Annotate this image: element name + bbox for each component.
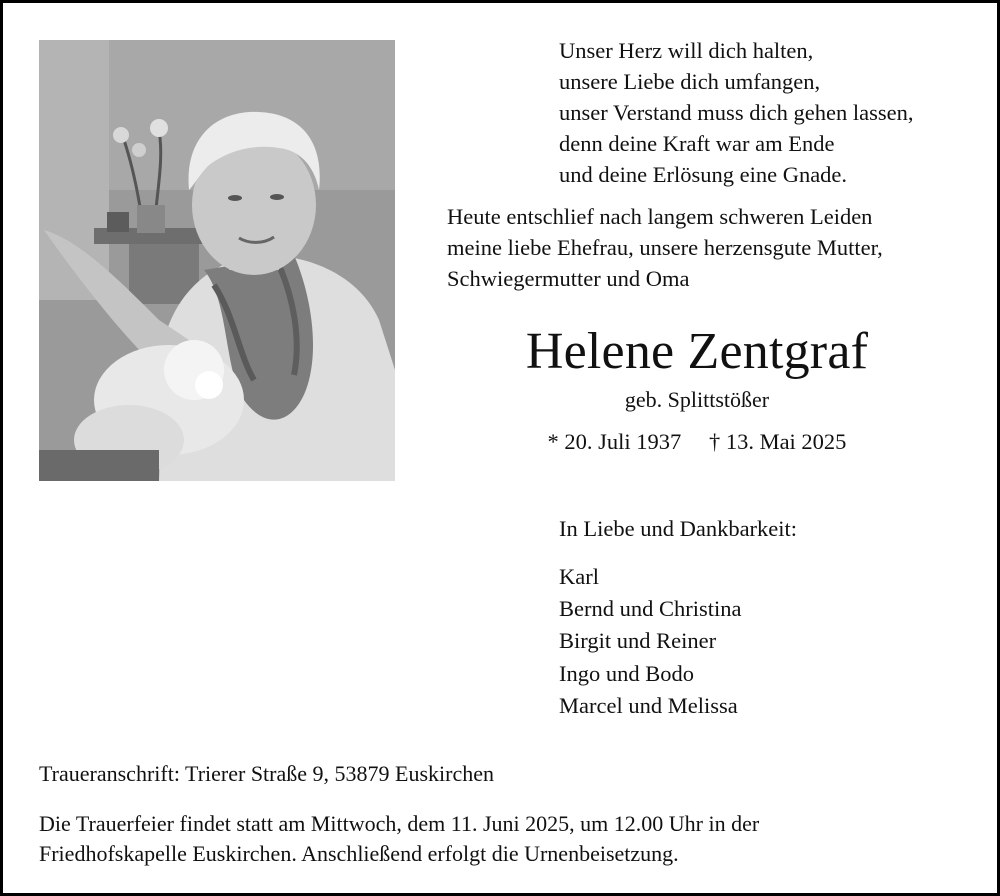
mourner: Marcel und Melissa xyxy=(559,692,738,718)
funeral-service-info xyxy=(39,809,759,869)
poem xyxy=(559,35,914,190)
birth-date: * 20. Juli 1937 xyxy=(547,429,682,454)
poem-line: Unser Herz will dich halten, xyxy=(559,38,814,63)
poem-line: denn deine Kraft war am Ende xyxy=(559,131,835,156)
poem-line: unser Verstand muss dich gehen lassen, xyxy=(559,100,914,125)
announcement-text xyxy=(447,201,883,294)
announcement-line: Schwiegermutter und Oma xyxy=(447,266,690,291)
death-date: † 13. Mai 2025 xyxy=(708,429,847,454)
maiden-name: geb. Splittstößer xyxy=(624,387,770,412)
life-dates xyxy=(447,427,947,457)
announcement-line: Heute entschlief nach langem schweren Leiden xyxy=(447,204,873,229)
mourning-address: Traueranschrift: Trierer Straße 9, 53879 Euskirchen xyxy=(39,761,494,786)
poem-line: und deine Erlösung eine Gnade. xyxy=(559,162,848,187)
service-line: Friedhofskapelle Euskirchen. Anschließend erfolgt die Urnenbeisetzung. xyxy=(39,841,679,866)
thanks-line: In Liebe und Dankbarkeit: xyxy=(559,516,798,541)
announcement-line: meine liebe Ehefrau, unsere herzensgute Mutter, xyxy=(447,235,883,260)
mourner: Birgit und Reiner xyxy=(559,628,717,654)
service-line: Die Trauerfeier findet statt am Mittwoch, dem 11. Juni 2025, um 12.00 Uhr in der xyxy=(39,811,760,836)
mourner: Bernd und Christina xyxy=(559,596,742,622)
mourner: Ingo und Bodo xyxy=(559,660,694,686)
deceased-name: Helene Zentgraf xyxy=(525,323,869,380)
poem-line: unsere Liebe dich umfangen, xyxy=(559,69,821,94)
mourners-list xyxy=(559,561,741,722)
portrait-photo xyxy=(39,40,395,481)
mourner: Karl xyxy=(559,564,599,589)
